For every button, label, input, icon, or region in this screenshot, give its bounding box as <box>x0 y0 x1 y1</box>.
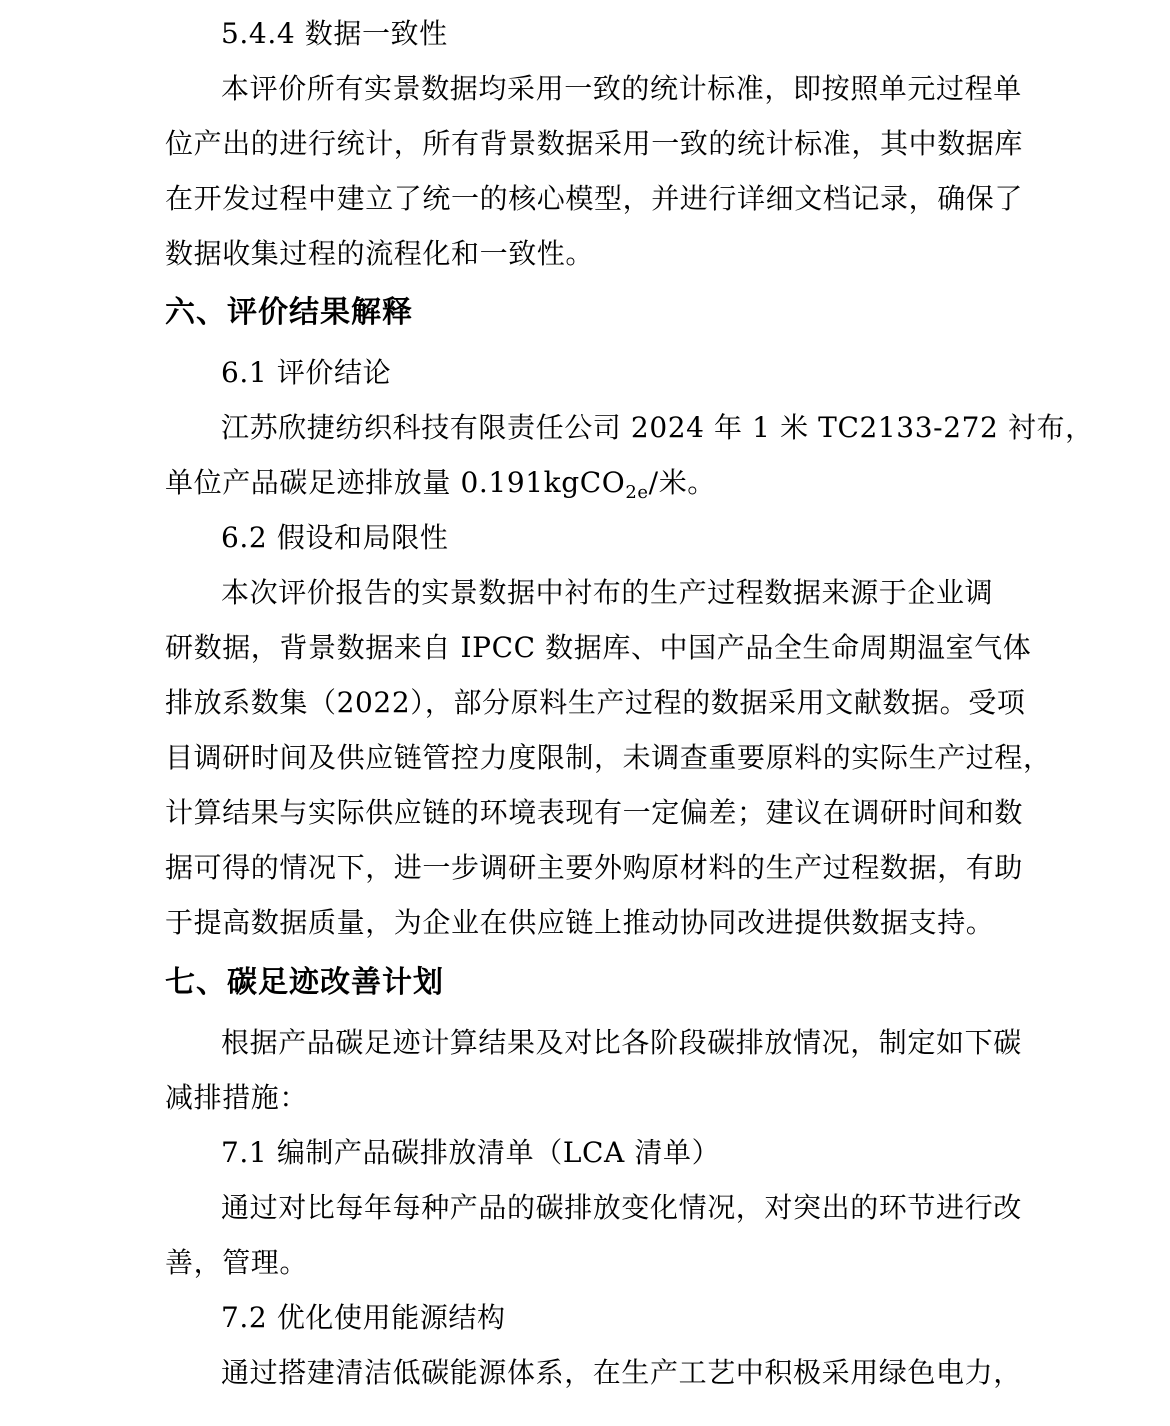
paragraph-line: 计算结果与实际供应链的环境表现有一定偏差；建议在调研时间和数 <box>165 796 1024 829</box>
paragraph-line: 研数据，背景数据来自 IPCC 数据库、中国产品全生命周期温室气体 <box>165 631 1032 664</box>
section-6-1-title: 6.1 评价结论 <box>221 356 392 389</box>
paragraph-line: 本次评价报告的实景数据中衬布的生产过程数据来源于企业调 <box>221 576 994 609</box>
paragraph-line: 江苏欣捷纺织科技有限责任公司 2024 年 1 米 TC2133-272 衬布， <box>221 411 1094 444</box>
section-7-2-title: 7.2 优化使用能源结构 <box>221 1301 506 1334</box>
paragraph-line: 减排措施： <box>165 1081 309 1114</box>
paragraph-line: 在开发过程中建立了统一的核心模型，并进行详细文档记录，确保了 <box>165 182 1024 215</box>
emission-result-prefix: 单位产品碳足迹排放量 0.191kgCO <box>165 466 626 499</box>
paragraph-line: 数据收集过程的流程化和一致性。 <box>165 237 595 270</box>
paragraph-line: 位产出的进行统计，所有背景数据采用一致的统计标准，其中数据库 <box>165 127 1024 160</box>
chapter-7-heading: 七、碳足迹改善计划 <box>165 965 444 1000</box>
section-5-4-4-title: 5.4.4 数据一致性 <box>221 17 448 50</box>
paragraph-line: 根据产品碳足迹计算结果及对比各阶段碳排放情况，制定如下碳 <box>221 1026 1022 1059</box>
section-6-2-title: 6.2 假设和局限性 <box>221 521 449 554</box>
chapter-6-heading: 六、评价结果解释 <box>165 295 413 330</box>
section-7-1-title: 7.1 编制产品碳排放清单（LCA 清单） <box>221 1136 721 1169</box>
emission-unit-subscript: 2e <box>625 482 649 503</box>
paragraph-line: 排放系数集（2022），部分原料生产过程的数据采用文献数据。受项 <box>165 686 1026 719</box>
paragraph-line: 据可得的情况下，进一步调研主要外购原材料的生产过程数据，有助 <box>165 851 1024 884</box>
paragraph-line: 本评价所有实景数据均采用一致的统计标准，即按照单元过程单 <box>221 72 1022 105</box>
emission-result-line <box>165 463 1025 503</box>
paragraph-line: 目调研时间及供应链管控力度限制，未调查重要原料的实际生产过程， <box>165 741 1052 774</box>
paragraph-line: 通过搭建清洁低碳能源体系，在生产工艺中积极采用绿色电力， <box>221 1356 1022 1389</box>
paragraph-line: 善，管理。 <box>165 1246 309 1279</box>
paragraph-line: 通过对比每年每种产品的碳排放变化情况，对突出的环节进行改 <box>221 1191 1022 1224</box>
emission-result-suffix: /米。 <box>648 466 716 499</box>
paragraph-line: 于提高数据质量，为企业在供应链上推动协同改进提供数据支持。 <box>165 906 995 939</box>
